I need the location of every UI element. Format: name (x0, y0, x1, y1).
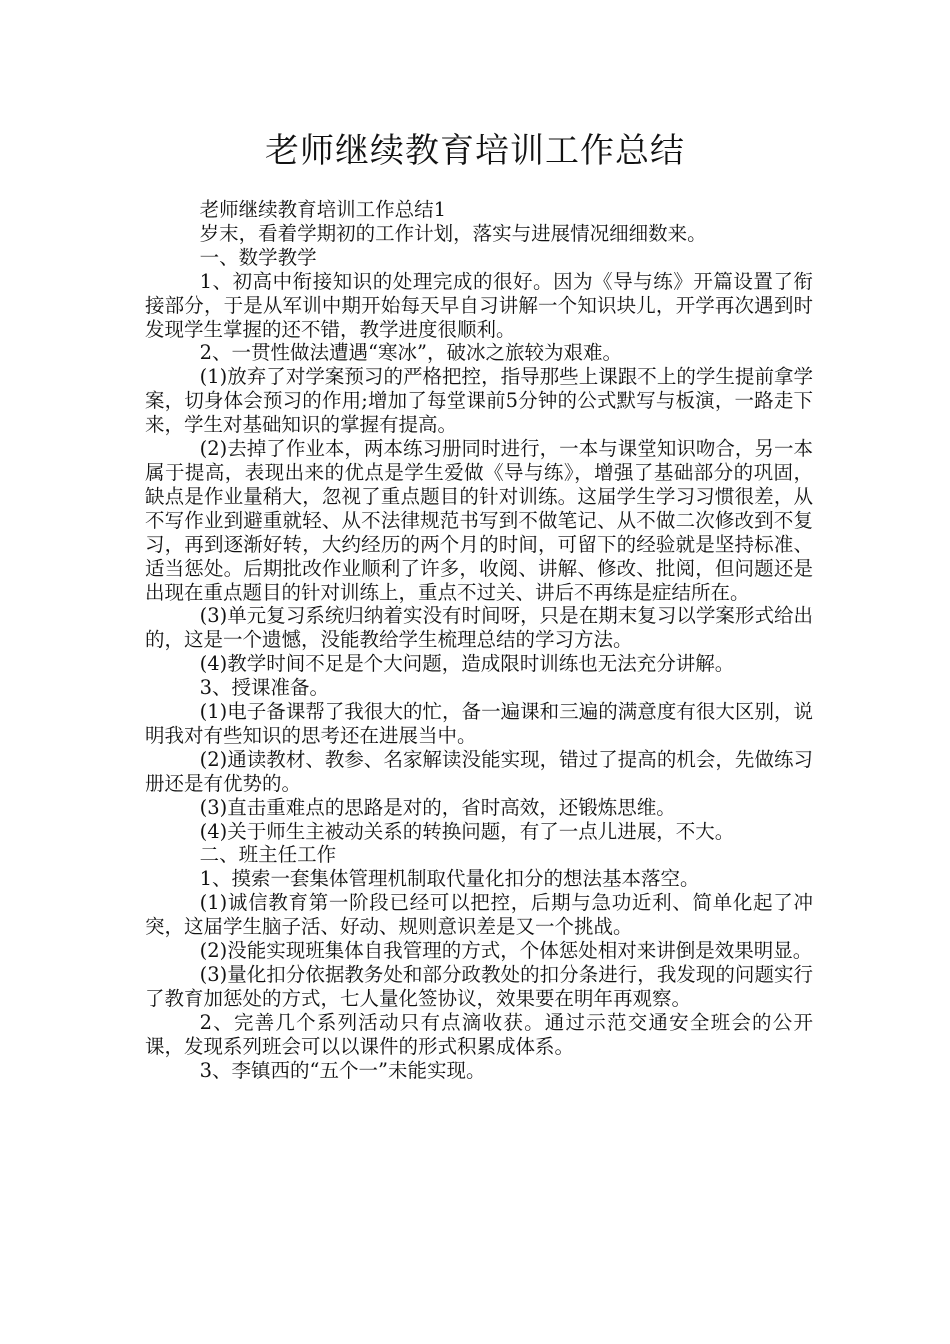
paragraph: 3、李镇西的“五个一”未能实现。 (199, 1058, 486, 1082)
paragraph: (2)通读教材、教参、名家解读没能实现，错过了提高的机会，先做练习册还是有优势的。 (145, 747, 813, 795)
paragraph: (3)直击重难点的思路是对的，省时高效，还锻炼思维。 (199, 795, 676, 819)
paragraph: 老师继续教育培训工作总结1 (199, 198, 447, 221)
paragraph: (2)没能实现班集体自我管理的方式，个体惩处相对来讲倒是效果明显。 (199, 939, 813, 963)
paragraph: 岁末，看着学期初的工作计划，落实与进展情况细细数来。 (199, 221, 707, 245)
paragraph: (3)单元复习系统归纳着实没有时间呀，只是在期末复习以学案形式给出的，这是一个遗憾，没能教给学生梳理总结的学习方法。 (145, 604, 813, 652)
paragraph: (4)教学时间不足是个大问题，造成限时训练也无法充分讲解。 (199, 652, 735, 676)
paragraph: (1)放弃了对学案预习的严格把控，指导那些上课跟不上的学生提前拿学案，切身体会预习的作用;增加了每堂课前5分钟的公式默写与板演，一路走下来，学生对基础知识的掌握有提高。 (145, 365, 813, 437)
paragraph: (1)电子备课帮了我很大的忙，备一遍课和三遍的满意度有很大区别，说明我对有些知识的思考还在进展当中。 (145, 700, 813, 747)
document-title: 老师继续教育培训工作总结 (265, 131, 685, 171)
paragraph: (4)关于师生主被动关系的转换问题，有了一点儿进展，不大。 (199, 819, 735, 843)
paragraph: (3)量化扣分依据教务处和部分政教处的扣分条进行，我发现的问题实行了教育加惩处的方式，七人量化签协议，效果要在明年再观察。 (145, 963, 813, 1010)
paragraph: 1、摸索一套集体管理机制取代量化扣分的想法基本落空。 (199, 867, 700, 891)
document-body (145, 198, 813, 1083)
paragraph: (1)诚信教育第一阶段已经可以把控，后期与急功近利、简单化起了冲突，这届学生脑子活、好动、规则意识差是又一个挑战。 (145, 891, 813, 939)
section-heading: 一、数学教学 (199, 245, 317, 269)
paragraph: 1、初高中衔接知识的处理完成的很好。因为《导与练》开篇设置了衔接部分，于是从军训中期开始每天早自习讲解一个知识块儿，开学再次遇到时发现学生掌握的还不错，教学进度很顺利。 (145, 269, 813, 341)
paragraph: 3、授课准备。 (199, 676, 330, 700)
paragraph: 2、一贯性做法遭遇“寒冰”，破冰之旅较为艰难。 (199, 341, 622, 365)
paragraph: (2)去掉了作业本，两本练习册同时进行，一本与课堂知识吻合，另一本属于提高，表现出来的优点是学生爱做《导与练》，增强了基础部分的巩固，缺点是作业量稍大，忽视了重点题目的针对训练。这届学生学习习惯很差，从不写作业到避重就轻、从不法律规范书写到不做笔记、从不做二次修改到不复习，再到逐渐好转，大约经历的两个月的时间，可留下的经验就是坚持标准、适当惩处。后期批改作业顺利了许多，收阅、讲解、修改、批阅，但问题还是出现在重点题目的针对训练上，重点不过关、讲后不再练是症结所在。 (145, 437, 813, 604)
section-heading: 二、班主任工作 (199, 843, 337, 867)
paragraph: 2、完善几个系列活动只有点滴收获。通过示范交通安全班会的公开课，发现系列班会可以以课件的形式积累成体系。 (145, 1010, 813, 1058)
